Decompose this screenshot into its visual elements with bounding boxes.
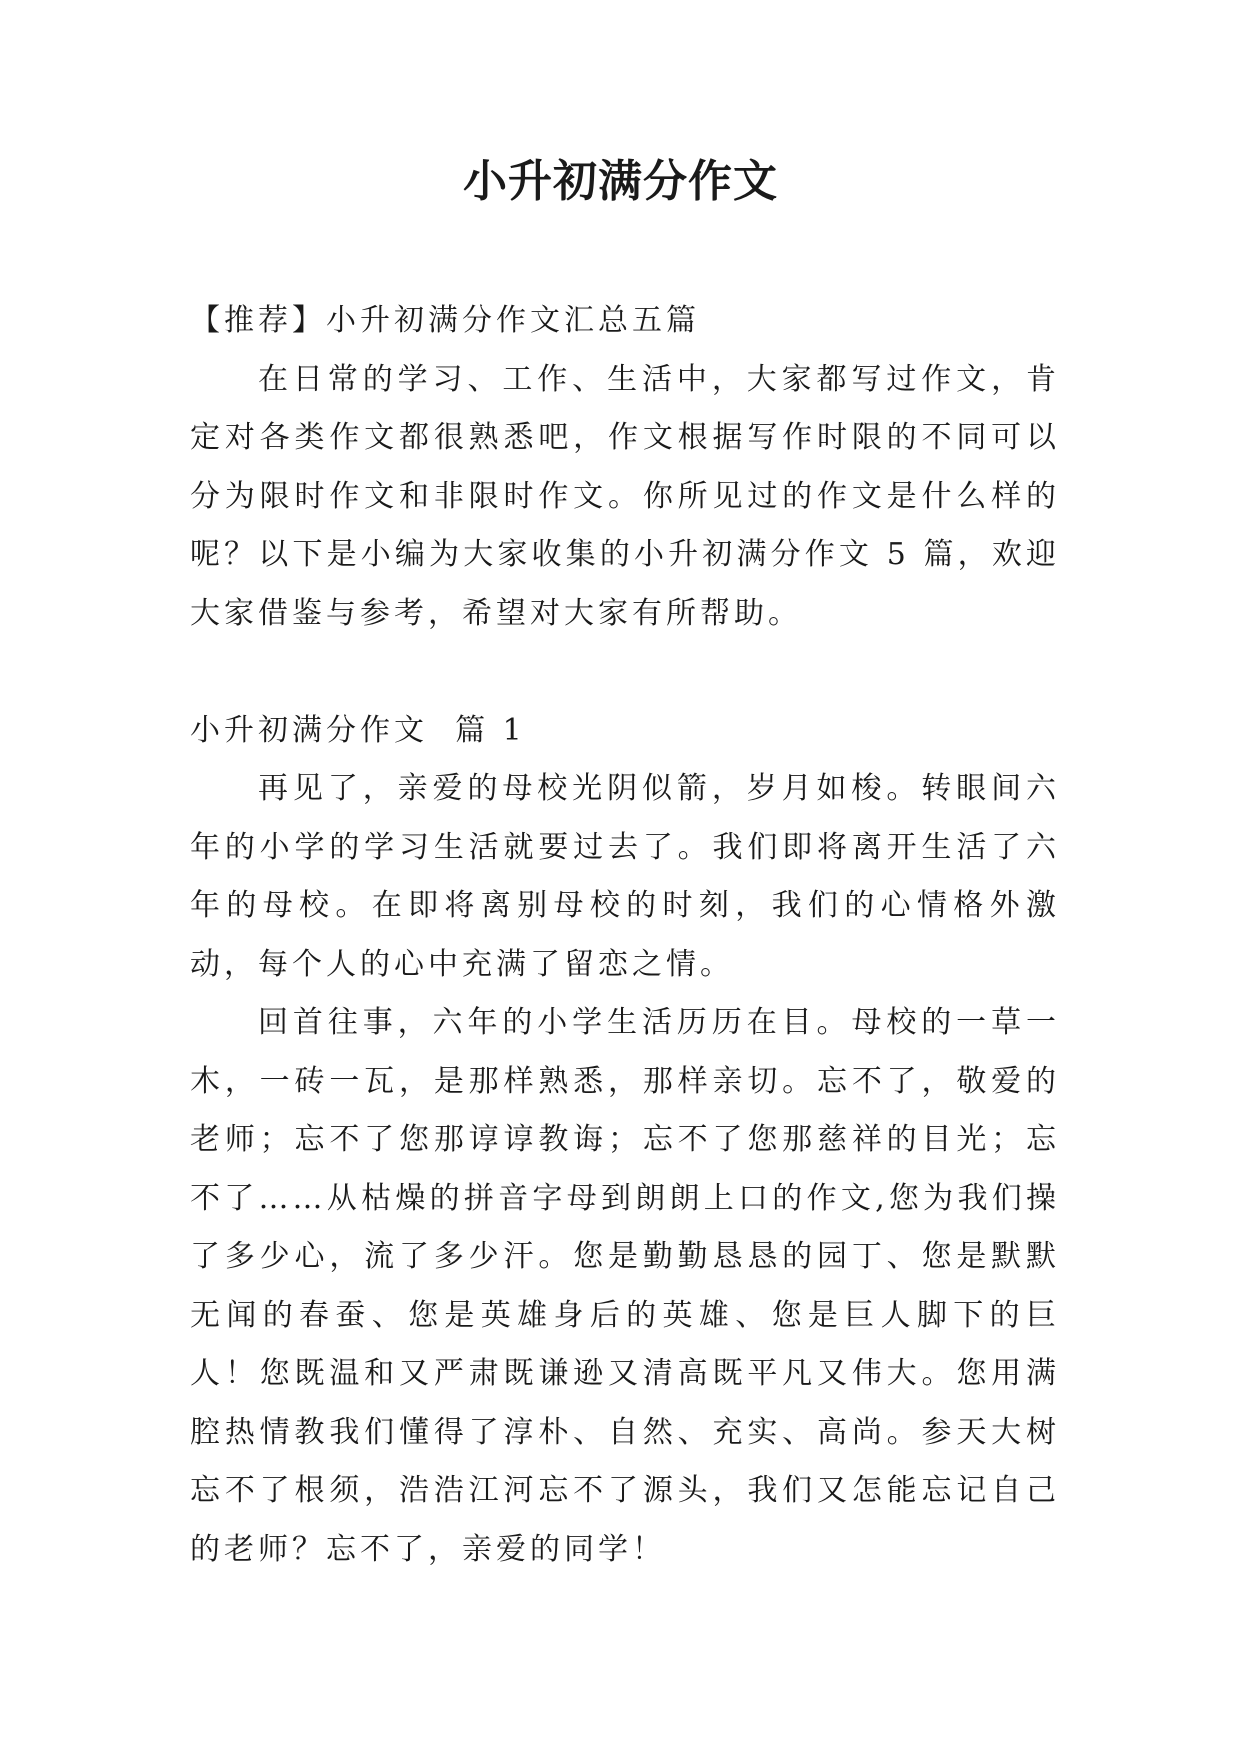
intro-paragraph: 在日常的学习、工作、生活中，大家都写过作文，肯定对各类作文都很熟悉吧，作文根据写作时限的不同可以分为限时作文和非限时作文。你所见过的作文是什么样的呢？以下是小编为大家收集的小升初满分作文 5 篇，欢迎大家借鉴与参考，希望对大家有所帮助。 <box>190 361 1060 631</box>
section-heading: 小升初满分作文 篇 1 <box>190 712 526 748</box>
document-title: 小升初满分作文 <box>463 156 778 207</box>
section-spacer <box>190 643 1060 702</box>
body-paragraph: 回首往事，六年的小学生活历历在目。母校的一草一木，一砖一瓦，是那样熟悉，那样亲切。忘不了，敬爱的老师；忘不了您那谆谆教诲；忘不了您那慈祥的目光；忘不了……从枯燥的拼音字母到朗朗上口的作文,您为我们操了多少心，流了多少汗。您是勤勤恳恳的园丁、您是默默无闻的春蚕、您是英雄身后的英雄、您是巨人脚下的巨人！您既温和又严肃既谦逊又清高既平凡又伟大。您用满腔热情教我们懂得了淳朴、自然、充实、高尚。参天大树忘不了根须，浩浩江河忘不了源头，我们又怎能忘记自己的老师？忘不了，亲爱的同学！ <box>190 1005 1060 1567</box>
document-subtitle: 【推荐】小升初满分作文汇总五篇 <box>190 303 700 338</box>
body-paragraph: 再见了，亲爱的母校光阴似箭，岁月如梭。转眼间六年的小学的学习生活就要过去了。我们即将离开生活了六年的母校。在即将离别母校的时刻，我们的心情格外激动，每个人的心中充满了留恋之情。 <box>190 771 1060 982</box>
document-body <box>190 292 1060 1579</box>
